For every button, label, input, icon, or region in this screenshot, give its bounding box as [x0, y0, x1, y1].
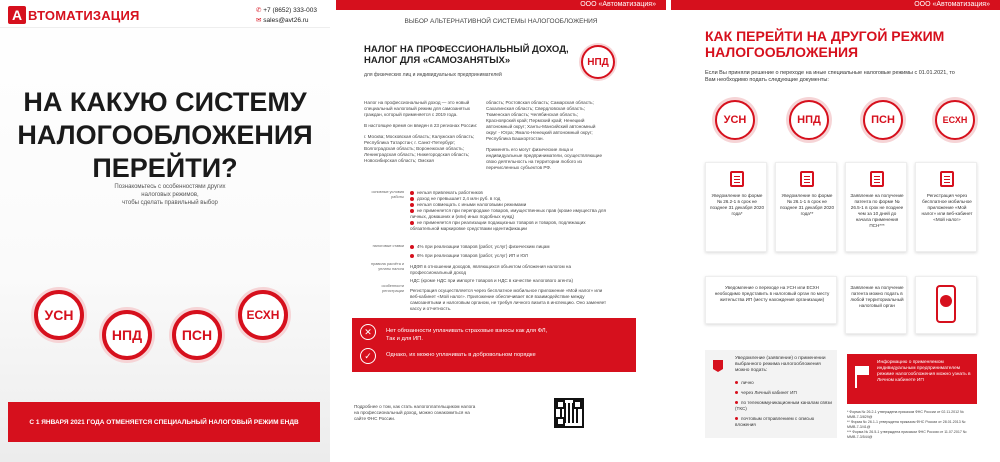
card-app — [915, 276, 977, 334]
circle-psn: ПСН — [172, 310, 222, 360]
npd-col2-p1: область; Ростовская область; Самарская область; Сахалинская область; Свердловская область; Тюменская область; Челябинская область; Красноярский край; Пермский край; Ненецкий автономный округ; Ханты-Мансийский автономный округ - Югра; Ямало-Ненецкий автономный округ; Республика Башкортостан. — [486, 100, 596, 141]
email-address: sales@avt26.ru — [263, 17, 309, 24]
bullet-icon — [735, 391, 738, 394]
notice-panel — [705, 350, 837, 438]
company-logo[interactable] — [8, 6, 140, 24]
document-icon — [800, 171, 814, 187]
qr-finder — [556, 400, 565, 409]
conditions-list — [410, 190, 610, 232]
label-features: правила расчёта и уплаты налога — [371, 262, 404, 271]
cover-subtitle-line2: налоговых режимов, — [141, 192, 199, 198]
npd-col2-p2: Применять его могут физические лица и индивидуальные предприниматели, осуществляющие свою деятельность на территории любого из перечисленных субъектов РФ. — [486, 147, 603, 170]
no-icon: ✕ — [360, 324, 376, 340]
bullet-icon — [410, 203, 414, 207]
npd-title — [364, 44, 569, 66]
footnotes: * Форма № 26.2-1 утверждена приказом ФНС России от 02.11.2012 № ММВ-7-3/829@ ** Форма № 26.1-1 утверждена приказом ФНС России от 28.01.2013 № ММВ-7-3/41@ *** Форма № 26.5-1 утверждена приказом ФНС России от 11.07.2017 № ММВ-7-3/544@ — [847, 410, 967, 439]
circle-eshn: ЕСХН — [238, 290, 288, 340]
registration-text: Регистрация осуществляется через бесплатное мобильное приложение «Мой налог» или веб-кабинет «Мой налог». Приложение обеспечивает всё взаимодействие между самозанятыми и налоговым органом, не требуя личного визита в инспекцию. Оно заменяет кассу и отчетность. — [410, 288, 607, 311]
qr-finder — [556, 417, 565, 426]
logo-text: ВТОМАТИЗАЦИЯ — [28, 7, 140, 23]
npd-subtitle: для физических лиц и индивидуальных предпринимателей — [364, 72, 502, 78]
cover-subtitle-line1: Познакомьтесь с особенностями других — [114, 184, 226, 190]
notice-icon — [713, 360, 723, 372]
npd-page — [336, 0, 666, 462]
condition-item: не применяется при реализации подакцизных товаров и товаров, подлежащих обязательной маркировке средствами идентификации — [410, 220, 586, 231]
info-box — [847, 354, 977, 404]
condition-item: нельзя привлекать работников — [410, 190, 610, 196]
bullet-icon — [735, 401, 738, 404]
voluntary-text: Однако, их можно уплачивать в добровольном порядке — [386, 352, 536, 358]
npd-col1-p2: В настоящее время он введен в 23 регионах России: — [364, 123, 478, 128]
info-box-text: Информацию о применяемом индивидуальным предпринимателем режиме налогообложения можно узнать в Личном кабинете ИП — [877, 360, 971, 383]
features-list — [410, 264, 610, 284]
page2-top-strip: ООО «Автоматизация» — [336, 0, 666, 10]
circle-usn: УСН — [34, 290, 84, 340]
card-wide-usn-eshn: Уведомление о переходе на УСН или ЕСХН необходимо представить в налоговый орган по месту жительства ИП (месту нахождения организации) — [705, 276, 837, 324]
npd-col1-p3: г. Москва; Московская область; Калужская область; Республика Татарстан; г. Санкт-Петербург; Волгоградская область; Воронежская область; Ленинградская область; Нижегородская область; Новосибирская область; Омская — [364, 134, 475, 163]
cover-subtitle — [80, 183, 260, 207]
npd-title-line1: НАЛОГ НА ПРОФЕССИОНАЛЬНЫЙ ДОХОД, — [364, 44, 569, 55]
smartphone-icon — [936, 285, 956, 323]
bullet-icon — [410, 254, 414, 258]
bullet-icon — [735, 417, 738, 420]
feature-item: НДС (кроме НДС при импорте товаров и НДС в качестве налогового агента) — [410, 278, 573, 283]
notice-item: через Личный кабинет ИП — [735, 390, 833, 396]
npd-col1-p1: Налог на профессиональный доход — это новый специальный налоговый режим для самозанятых граждан, который применяется с 2019 года. — [364, 100, 471, 117]
avatar-icon — [940, 295, 952, 307]
page3-top-strip: ООО «Автоматизация» — [671, 0, 1000, 10]
document-icon — [870, 171, 884, 187]
condition-item: не применяется при перепродаже товаров, имущественных прав (кроме имущества для личных, домашних и (или) иных подобных нужд) — [410, 208, 606, 219]
cover-title — [0, 86, 330, 185]
email-row[interactable] — [256, 16, 309, 24]
insurance-text: Нет обязанности уплачивать страховые взносы как для ФЛ, Так и для ИП. — [386, 328, 548, 342]
bullet-icon — [410, 209, 414, 213]
card-eshn: Регистрация через бесплатное мобильное приложение «Мой налог» или веб-кабинет «Мой налог» — [915, 162, 977, 252]
transition-intro: Если Вы приняли решение о переходе на иные специальные налоговые режимы с 01.01.2021, то Вам необходимо подать следующие документы: — [705, 70, 955, 83]
phone-icon: ✆ — [256, 7, 262, 14]
rate-item: 6% при реализации товаров (работ, услуг) ИП и ЮЛ — [410, 253, 610, 259]
card-usn: Уведомление по форме № 26.2-1 в срок не позднее 31 декабря 2020 года* — [705, 162, 767, 252]
page2-header: ВЫБОР АЛЬТЕРНАТИВНОЙ СИСТЕМЫ НАЛОГООБЛОЖЕНИЯ — [404, 18, 598, 25]
insurance-box — [352, 318, 636, 372]
qr-code[interactable] — [554, 398, 584, 428]
transition-title: КАК ПЕРЕЙТИ НА ДРУГОЙ РЕЖИМ НАЛОГООБЛОЖЕНИЯ — [705, 28, 945, 60]
rate-item: 4% при реализации товаров (работ, услуг) физическим лицам — [410, 244, 610, 250]
cover-subtitle-line3: чтобы сделать правильный выбор — [122, 200, 218, 206]
document-icon — [730, 171, 744, 187]
notice-list — [735, 380, 833, 428]
endv-banner: С 1 ЯНВАРЯ 2021 ГОДА ОТМЕНЯЕТСЯ СПЕЦИАЛЬНЫЙ НАЛОГОВЫЙ РЕЖИМ ЕНДВ — [8, 402, 320, 442]
notice-title: Уведомление (заявление) о применении выбранного режима налогообложения можно подать: — [735, 356, 826, 373]
condition-item: нельзя совмещать с иными налоговыми режимами — [410, 202, 610, 208]
npd-col2 — [486, 100, 606, 171]
bullet-icon — [410, 245, 414, 249]
bullet-icon — [410, 221, 414, 225]
cover-page — [0, 0, 330, 462]
transition-page — [671, 0, 1000, 462]
rates-list — [410, 244, 610, 259]
cover-title-line1: НА КАКУЮ СИСТЕМУ — [23, 87, 307, 117]
bullet-icon — [410, 197, 414, 201]
p3-circle-psn: ПСН — [863, 100, 903, 140]
condition-item: доход не превышает 2,4 млн руб. в год — [410, 196, 610, 202]
npd-col1 — [364, 100, 482, 164]
p3-circle-eshn: ЕСХН — [935, 100, 975, 140]
page2-footer: Подробнее о том, как стать налогоплательщиком налога на профессиональный доход, можно ознакомиться на сайте ФНС России. — [354, 404, 476, 421]
qr-finder — [573, 400, 582, 409]
circle-npd: НПД — [102, 310, 152, 360]
cover-title-line2: НАЛОГООБЛОЖЕНИЯ — [17, 120, 313, 150]
p3-circle-npd: НПД — [789, 100, 829, 140]
phone-app-icon — [940, 171, 954, 187]
npd-badge: НПД — [581, 45, 615, 79]
card-psn: Заявление на получение патента по форме № 26.5-1 в срок не позднее чем за 10 дней до начала применения ПСН*** — [845, 162, 907, 252]
card-npd: Уведомление по форме № 26.1-1 в срок не позднее 31 декабря 2020 года** — [775, 162, 837, 252]
cover-title-line3: ПЕРЕЙТИ? — [92, 153, 238, 183]
p3-circle-usn: УСН — [715, 100, 755, 140]
check-icon: ✓ — [360, 348, 376, 364]
bullet-icon — [735, 381, 738, 384]
label-conditions: основные условия работы — [371, 190, 404, 199]
phone-row[interactable] — [256, 6, 317, 14]
bullet-icon — [410, 191, 414, 195]
flag-icon — [855, 366, 863, 388]
logo-mark: А — [8, 6, 26, 24]
feature-item: НДФЛ в отношении доходов, являющихся объектом обложения налогом на профессиональный доход — [410, 264, 572, 275]
phone-number: +7 (8652) 333-003 — [263, 7, 317, 14]
label-rates: налоговые ставки — [372, 244, 404, 248]
label-registration: особенности регистрации — [381, 284, 404, 293]
card-patent: Заявление на получение патента можно подать в любой территориальный налоговый орган — [845, 276, 907, 334]
notice-item: по телекоммуникационным каналам связи (ТКС) — [735, 400, 832, 411]
notice-item: лично — [735, 380, 833, 386]
mail-icon: ✉ — [256, 17, 262, 24]
npd-title-line2: НАЛОГ ДЛЯ «САМОЗАНЯТЫХ» — [364, 55, 511, 66]
notice-item: почтовым отправлением с описью вложения — [735, 416, 815, 427]
